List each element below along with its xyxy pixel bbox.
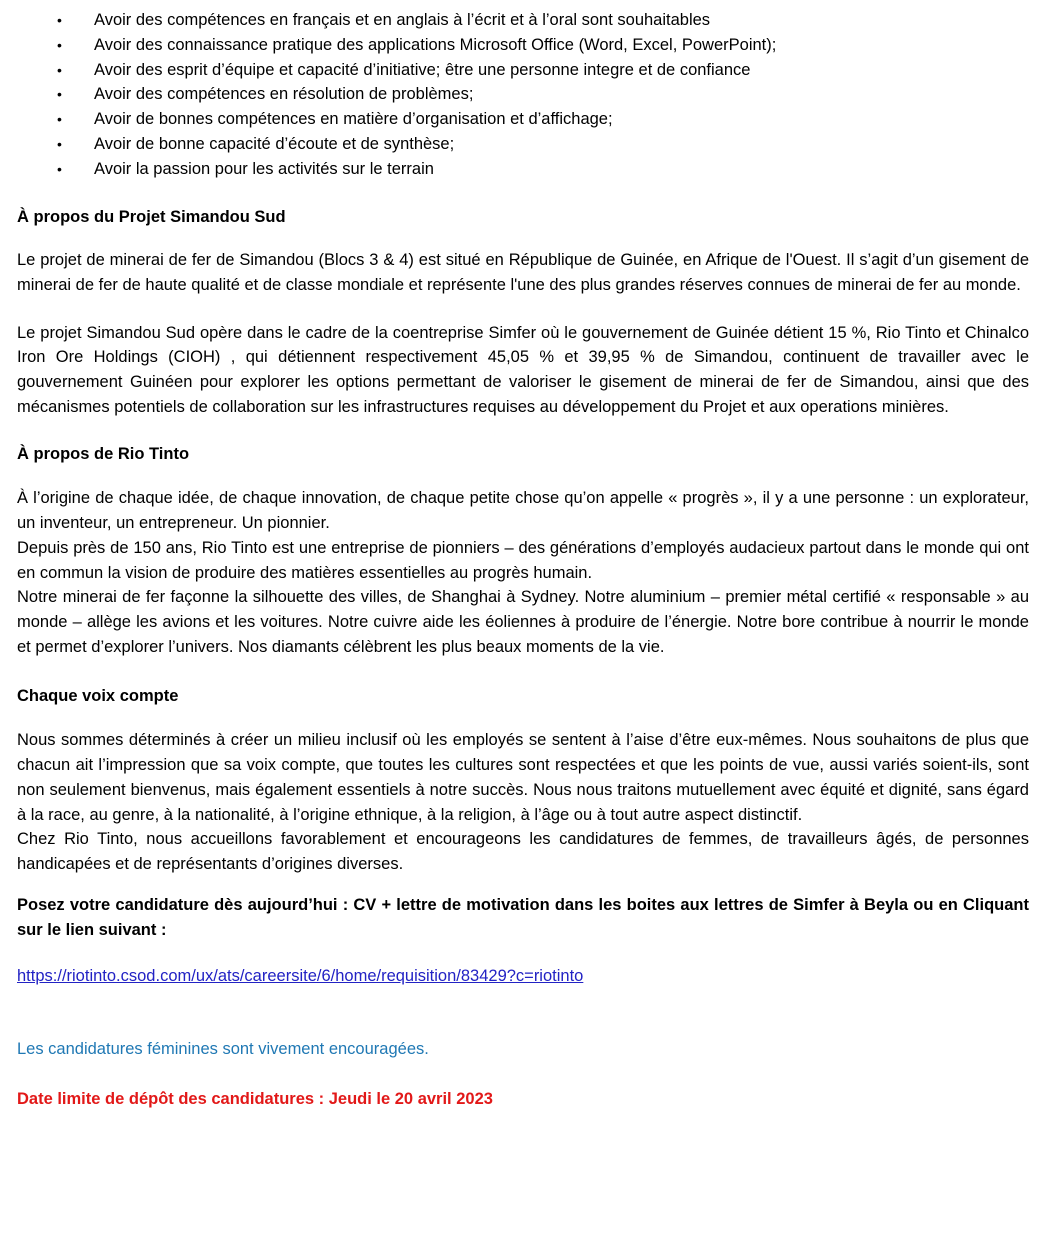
bullet-icon: • [57,135,62,152]
list-item-text: Avoir des compétences en français et en anglais à l’écrit et à l’oral sont souhaitables [94,11,711,29]
list-item-text: Avoir des esprit d’équipe et capacité d’initiative; être une personne integre et de confiance [94,60,751,79]
list-item [57,33,1029,58]
list-item [57,132,1029,157]
section-heading-chaque-voix: Chaque voix compte [17,686,179,705]
list-item-text: Avoir des compétences en résolution de problèmes; [94,85,474,104]
bullet-icon: • [57,12,62,28]
link-line [17,964,1029,989]
paragraph-riotinto-2: Depuis près de 150 ans, Rio Tinto est une entreprise de pionniers – des générations d’employés audacieux partout dans le monde qui ont en commun la vision de produire des matières essentielles au progrès humain. [17,538,1029,582]
note-encouragement: Les candidatures féminines sont vivement encouragées. [17,1040,429,1058]
bullet-icon: • [57,36,62,53]
list-item-text: Avoir de bonnes compétences en matière d’organisation et d’affichage; [94,110,613,128]
section-heading-rio-tinto: À propos de Rio Tinto [17,444,190,463]
bullet-icon: • [57,111,62,127]
requirements-list [17,8,1029,181]
bullet-icon: • [57,61,62,78]
bullet-icon: • [57,160,62,177]
list-item-text: Avoir de bonne capacité d’écoute et de synthèse; [94,134,455,153]
paragraph-simandou-2: Le projet Simandou Sud opère dans le cadre de la coentreprise Simfer où le gouvernement de Guinée détient 15 %, Rio Tinto et Chinalco Iron Ore Holdings (CIOH) , qui détiennent respectivement 45,05 % et 39,95 % de Simandou, continuent de travailler avec le gouvernement Guinéen pour explorer les options permettant de valoriser le gisement de minerai de fer de Simandou, ainsi que des mécanismes potentiels de collaboration sur les infrastructures requises au développement du Projet et aux operations minières. [17,323,1029,416]
section-heading-simandou-sud: À propos du Projet Simandou Sud [17,208,286,227]
paragraph-voix-2: Chez Rio Tinto, nous accueillons favorablement et encourageons les candidatures de femmes, de travailleurs âgés, de personnes handicapées et de représentants d’origines diverses. [17,830,1029,873]
paragraph-voix-1: Nous sommes déterminés à créer un milieu inclusif où les employés se sentent à l’aise d’être eux-mêmes. Nous souhaitons de plus que chacun ait l’impression que sa voix compte, que toutes les cultures sont respectées et que les points de vue, aussi variés soient-ils, sont non seulement bienvenus, mais également essentiels à notre succès. Nous nous traitons mutuellement avec équité et dignité, sans égard à la race, au genre, à la nationalité, à l’origine ethnique, à la religion, à l’âge ou à tout autre aspect distinctif. [17,731,1029,824]
bullet-icon: • [57,86,62,103]
application-link[interactable]: https://riotinto.csod.com/ux/ats/careersite/6/home/requisition/83429?c=riotinto [17,967,584,986]
paragraph-riotinto-3: Notre minerai de fer façonne la silhouette des villes, de Shanghai à Sydney. Notre aluminium – premier métal certifié « responsable » au monde – allège les avions et les voitures. Notre cuivre aide les éoliennes à produire de l’énergie. Notre bore contribue à nourrir le monde et permet d’explorer l’univers. Nos diamants célèbrent les plus beaux moments de la vie. [17,588,1029,656]
apply-instructions: Posez votre candidature dès aujourd’hui : CV + lettre de motivation dans les boites aux lettres de Simfer à Beyla ou en Cliquant sur le lien suivant : [17,895,1029,939]
list-item [57,8,1029,33]
list-item [57,58,1029,83]
list-item [57,82,1029,107]
paragraph-simandou-1: Le projet de minerai de fer de Simandou (Blocs 3 & 4) est situé en République de Guinée, en Afrique de l'Ouest. Il s’agit d’un gisement de minerai de fer de haute qualité et de classe mondiale et représente l'une des plus grandes réserves connues de minerai de fer au monde. [17,251,1029,294]
list-item [57,157,1029,182]
paragraph-riotinto-1: À l’origine de chaque idée, de chaque innovation, de chaque petite chose qu’on appelle « progrès », il y a une personne : un explorateur, un inventeur, un entrepreneur. Un pionnier. [17,489,1029,532]
list-item-text: Avoir la passion pour les activités sur le terrain [94,159,434,178]
list-item-text: Avoir des connaissance pratique des applications Microsoft Office (Word, Excel, PowerPoint); [94,35,777,54]
deadline-text: Date limite de dépôt des candidatures : Jeudi le 20 avril 2023 [17,1089,493,1108]
list-item [57,107,1029,132]
